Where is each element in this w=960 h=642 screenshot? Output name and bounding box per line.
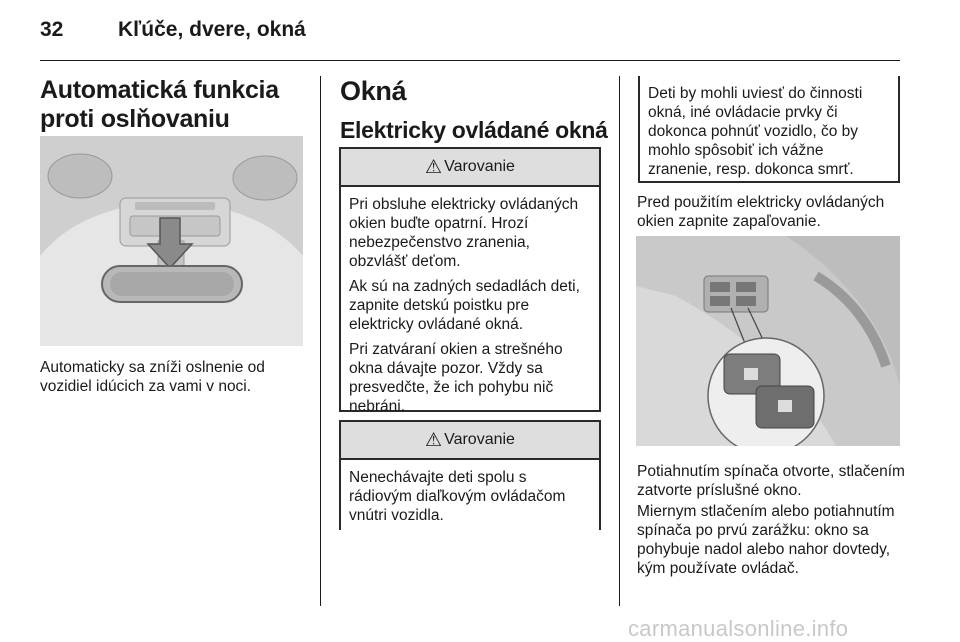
warning1-paragraph-1: Pri obsluhe elektricky ovládaných okien buďte opatrní. Hrozí nebezpečenstvo zranenia, obzvlášť deťom. xyxy=(349,196,579,270)
window-switch-illustration-icon xyxy=(636,236,900,446)
warning1-paragraph-3: Pri zatváraní okien a strešného okna dávajte pozor. Vždy sa presvedčte, že ich pohybu nič nebráni. xyxy=(349,341,563,415)
warning-box-2 xyxy=(339,420,601,530)
warning-heading-text: Varovanie xyxy=(444,158,515,175)
section-title-windows: Okná xyxy=(340,76,407,106)
warning-heading-1 xyxy=(341,149,599,187)
section-title-antiglare: Automatická funkcia proti oslňovaniu xyxy=(40,76,279,133)
rearview-mirror-illustration-icon xyxy=(40,136,303,346)
switch-paragraph-2: Miernym stlačením alebo potiahnutím spínača po prvú zarážku: okno sa pohybuje nadol alebo nahor dovtedy, kým používate ovládač. xyxy=(637,503,895,577)
warning2-continued-paragraph: Deti by mohli uviesť do činnosti okná, iné ovládacie prvky či dokonca pohnúť vozidlo, čo by mohlo spôsobiť ich vážne zranenie, resp. dokonca smrť. xyxy=(648,85,863,178)
warning-triangle-icon: ⚠ xyxy=(425,429,443,451)
switch-paragraph-1: Potiahnutím spínača otvorte, stlačením zatvorte príslušné okno. xyxy=(637,463,905,499)
page-number: 32 xyxy=(40,18,64,41)
warning-heading-text: Varovanie xyxy=(444,431,515,448)
antiglare-paragraph: Automaticky sa zníži oslnenie od vozidiel idúcich za vami v noci. xyxy=(40,359,265,395)
warning-box-2-continued xyxy=(638,76,900,183)
warning-heading-2 xyxy=(341,422,599,460)
warning-triangle-icon: ⚠ xyxy=(425,156,443,178)
header-rule xyxy=(40,60,900,61)
warning1-paragraph-2: Ak sú na zadných sedadlách deti, zapnite detskú poistku pre elektricky ovládané okná. xyxy=(349,278,580,333)
ignition-paragraph: Pred použitím elektricky ovládaných okien zapnite zapaľovanie. xyxy=(637,194,885,230)
warning2-paragraph: Nenechávajte deti spolu s rádiovým diaľkovým ovládačom vnútri vozidla. xyxy=(349,469,566,524)
column-divider-2 xyxy=(619,76,620,606)
column-divider-1 xyxy=(320,76,321,606)
chapter-title: Kľúče, dvere, okná xyxy=(118,18,306,41)
section-subtitle-power-windows: Elektricky ovládané okná xyxy=(340,117,608,143)
warning-box-1 xyxy=(339,147,601,415)
watermark: carmanualsonline.info xyxy=(628,616,849,641)
